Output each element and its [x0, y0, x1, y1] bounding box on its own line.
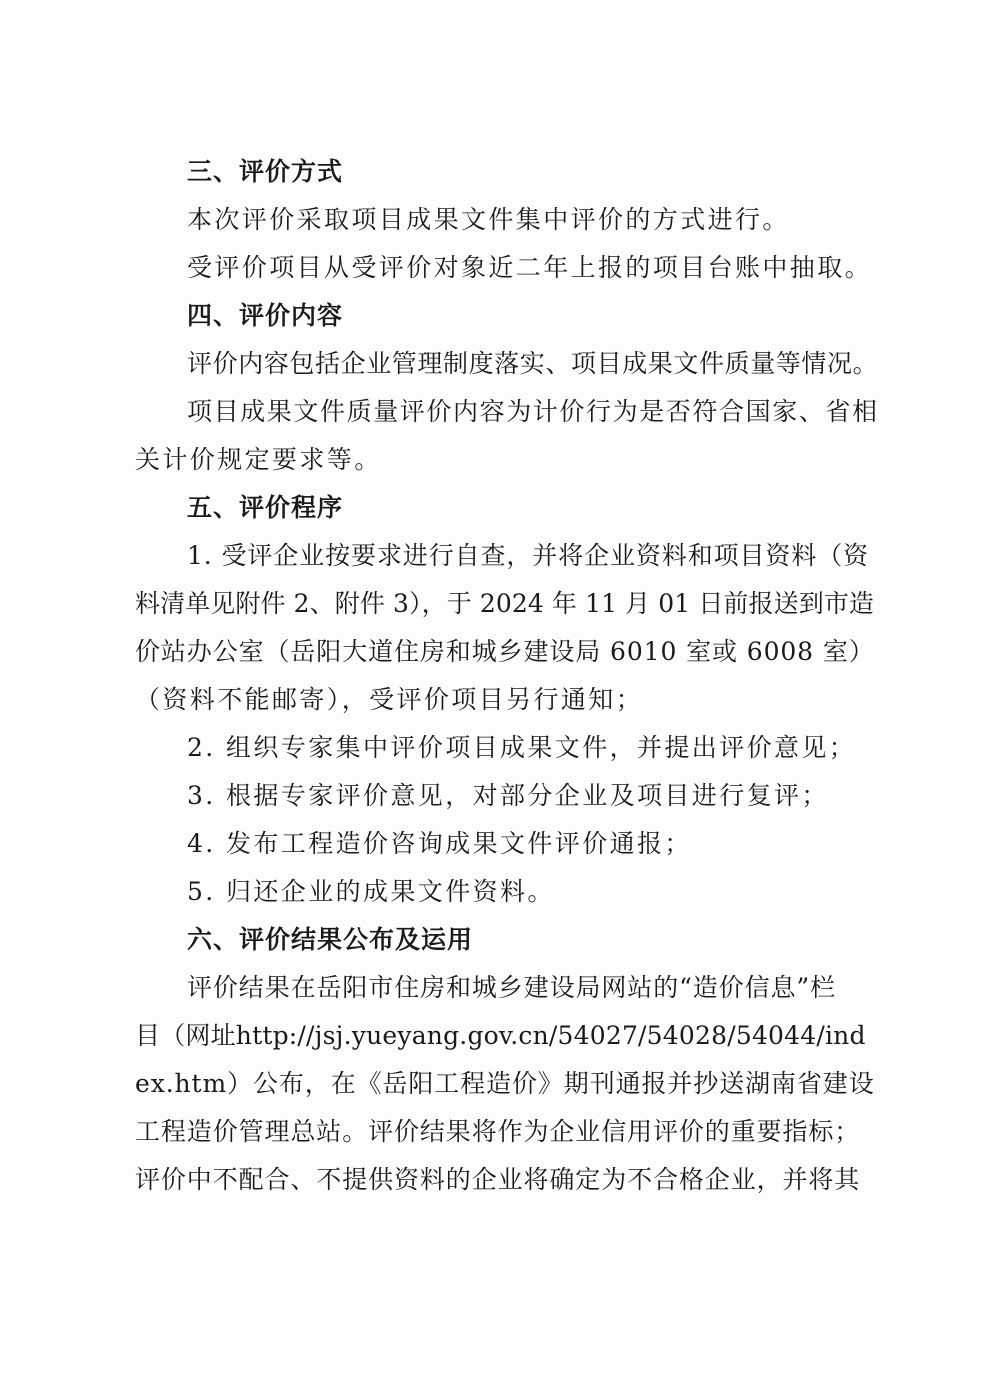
paragraph-line: 1. 受评企业按要求进行自查，并将企业资料和项目资料（资	[187, 541, 870, 570]
list-item: 4. 发布工程造价咨询成果文件评价通报；	[187, 829, 692, 858]
section-heading-evaluation-method: 三、评价方式	[187, 157, 344, 186]
paragraph-line-url: 目（网址http://jsj.yueyang.gov.cn/54027/54028/54044/ind	[135, 1021, 866, 1050]
document-body	[135, 148, 880, 1204]
paragraph-line: 工程造价管理总站。评价结果将作为企业信用评价的重要指标；	[135, 1117, 861, 1146]
paragraph-line: 评价内容包括企业管理制度落实、项目成果文件质量等情况。	[187, 349, 879, 378]
paragraph-line: 项目成果文件质量评价内容为计价行为是否符合国家、省相	[187, 397, 879, 426]
paragraph-line: 评价中不配合、不提供资料的企业将确定为不合格企业，并将其	[135, 1165, 861, 1194]
paragraph-line: 受评价项目从受评价对象近二年上报的项目台账中抽取。	[187, 253, 873, 282]
paragraph-line: 本次评价采取项目成果文件集中评价的方式进行。	[187, 205, 790, 234]
section-heading-results-publication: 六、评价结果公布及运用	[187, 925, 474, 954]
paragraph-line: 料清单见附件 2、附件 3），于 2024 年 11 月 01 日前报送到市造	[135, 589, 875, 618]
paragraph-line: （资料不能邮寄），受评价项目另行通知；	[135, 685, 644, 714]
paragraph-line: 评价结果在岳阳市住房和城乡建设局网站的“造价信息”栏	[187, 973, 836, 1002]
paragraph-line: 关计价规定要求等。	[135, 445, 382, 474]
paragraph-line: 价站办公室（岳阳大道住房和城乡建设局 6010 室或 6008 室）	[135, 637, 875, 666]
list-item: 3. 根据专家评价意见，对部分企业及项目进行复评；	[187, 781, 829, 810]
section-heading-evaluation-procedure: 五、评价程序	[187, 493, 344, 522]
list-item: 5. 归还企业的成果文件资料。	[187, 877, 555, 906]
paragraph-line: ex.htm）公布，在《岳阳工程造价》期刊通报并抄送湖南省建设	[135, 1069, 875, 1098]
list-item: 2. 组织专家集中评价项目成果文件，并提出评价意见；	[187, 733, 857, 762]
section-heading-evaluation-content: 四、评价内容	[187, 301, 344, 330]
